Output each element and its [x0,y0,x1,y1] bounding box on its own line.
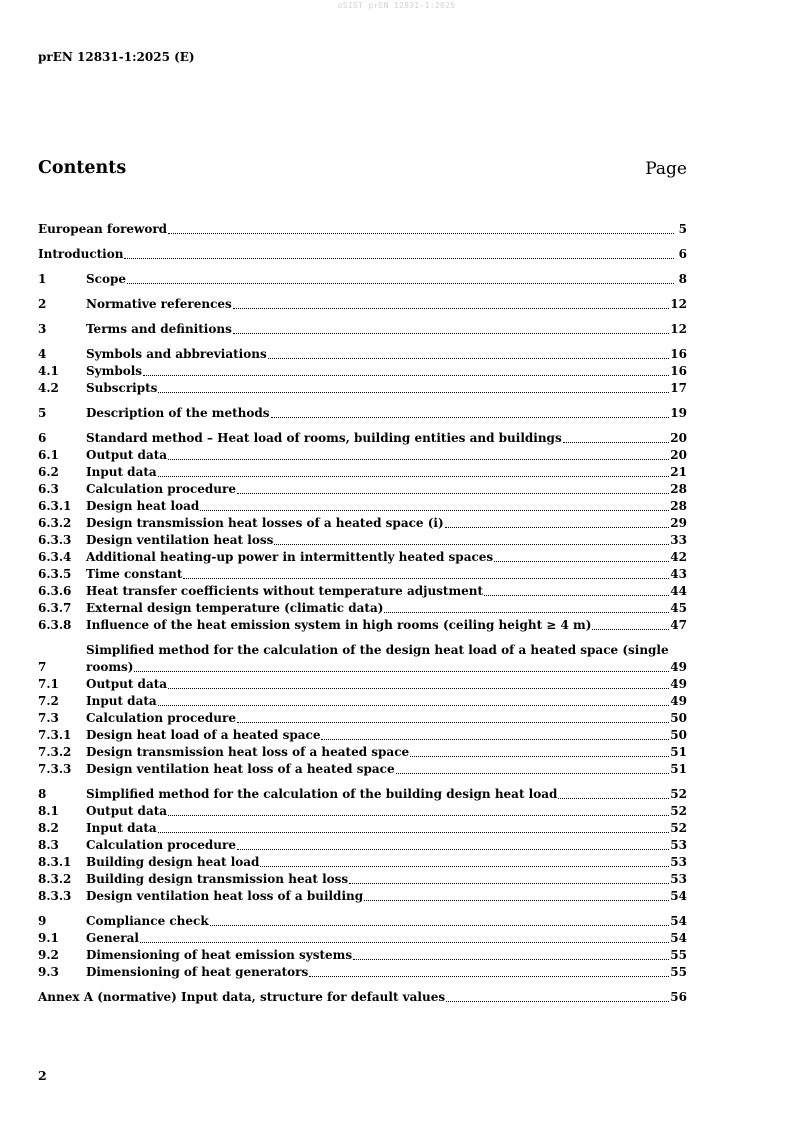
toc-entry-number: 6.3.5 [38,567,72,581]
toc-entry[interactable] [38,837,687,854]
toc-entry[interactable] [38,642,687,676]
toc-leader-dots [168,815,669,816]
toc-leader-dots [558,798,669,799]
toc-entry-number: 8.2 [38,821,59,835]
toc-leader-dots [127,283,674,284]
toc-entry-number: 9.2 [38,948,59,962]
toc-entry[interactable] [38,989,687,1006]
page-column-heading: Page [645,159,687,179]
toc-entry-number: 7.3 [38,711,59,725]
watermark: oSIST prEN 12831-1:2025 [337,1,456,10]
toc-entry[interactable] [38,321,687,338]
toc-leader-dots [168,688,669,689]
toc-entry-page: 43 [670,567,687,581]
toc-entry-title: Design heat load of a heated space [86,728,321,742]
toc-leader-dots [233,308,670,309]
toc-entry-number: 8 [38,787,47,801]
toc-leader-dots [237,849,669,850]
toc-entry-title-continued: rooms) [86,660,134,674]
toc-entry-page: 49 [670,677,687,691]
toc-leader-dots [183,578,669,579]
toc-leader-dots [143,375,669,376]
toc-entry-number: 8.3.2 [38,872,72,886]
toc-entry-number: 5 [38,406,47,420]
toc-entry-title: Design transmission heat loss of a heated space [86,745,410,759]
toc-entry-page: 33 [670,533,687,547]
toc-entry[interactable] [38,761,687,778]
toc-leader-dots [484,595,669,596]
toc-leader-dots [134,671,669,672]
toc-entry-page: 45 [670,601,687,615]
toc-entry[interactable] [38,854,687,871]
toc-entry-number: 7.3.3 [38,762,72,776]
toc-entry-title: Simplified method for the calculation of the design heat load of a heated space (single [86,643,669,657]
toc-leader-dots [237,493,669,494]
toc-entry-page: 44 [670,584,687,598]
table-of-contents [38,221,687,1006]
toc-entry-page: 50 [670,711,687,725]
toc-entry-page: 28 [670,482,687,496]
toc-entry[interactable] [38,600,687,617]
toc-entry-title: Design heat load [86,499,200,513]
toc-entry-page: 52 [670,804,687,818]
toc-entry-page: 47 [670,618,687,632]
toc-entry-title: Input data [86,821,157,835]
toc-leader-dots [237,722,669,723]
toc-leader-dots [446,1001,669,1002]
toc-leader-dots [563,442,670,443]
toc-entry[interactable] [38,566,687,583]
toc-entry[interactable] [38,930,687,947]
toc-leader-dots [349,883,669,884]
toc-entry-title: Output data [86,448,168,462]
toc-entry-page: 20 [670,431,687,445]
toc-entry-number: 6.3 [38,482,59,496]
toc-leader-dots [353,959,669,960]
toc-entry-number: 7 [38,660,47,674]
toc-entry-title: Design ventilation heat loss of a heated space [86,762,395,776]
toc-entry-number: 6.3.6 [38,584,72,598]
toc-entry-number: 8.1 [38,804,59,818]
toc-entry-page: 20 [670,448,687,462]
toc-entry-title: Normative references [86,297,232,311]
toc-entry[interactable] [38,532,687,549]
toc-entry-title: Input data [86,694,157,708]
toc-entry-title: Terms and definitions [86,322,232,336]
toc-leader-dots [364,900,669,901]
toc-leader-dots [200,510,669,511]
toc-entry-number: 9.3 [38,965,59,979]
toc-entry-page: 49 [670,660,687,674]
toc-leader-dots [592,629,669,630]
toc-entry-title: Scope [86,272,127,286]
toc-entry-page: 16 [670,347,687,361]
toc-entry-page: 12 [670,297,687,311]
toc-entry[interactable] [38,271,687,288]
toc-leader-dots [396,773,670,774]
toc-leader-dots [268,358,670,359]
toc-entry-page: 56 [670,990,687,1004]
toc-leader-dots [494,561,669,562]
toc-entry[interactable] [38,363,687,380]
toc-entry-number: 8.3 [38,838,59,852]
toc-entry-page: 49 [670,694,687,708]
toc-entry-page: 21 [670,465,687,479]
toc-entry-page: 42 [670,550,687,564]
toc-entry-number: 6.2 [38,465,59,479]
toc-entry-number: 6.3.2 [38,516,72,530]
toc-entry-number: 7.3.1 [38,728,72,742]
toc-entry-number: 6 [38,431,47,445]
toc-entry[interactable] [38,380,687,397]
toc-entry-page: 28 [670,499,687,513]
toc-entry-number: 1 [38,272,47,286]
toc-entry-title: Time constant [86,567,183,581]
toc-entry-number: 8.3.3 [38,889,72,903]
toc-entry-page: 6 [678,247,687,261]
toc-entry-title: Building design transmission heat loss [86,872,349,886]
toc-entry[interactable] [38,820,687,837]
contents-heading: Contents [38,158,127,178]
toc-entry[interactable] [38,693,687,710]
toc-entry-title: Introduction [38,247,124,261]
toc-entry-title: External design temperature (climatic data) [86,601,384,615]
toc-entry[interactable] [38,447,687,464]
toc-entry-title: General [86,931,139,945]
toc-entry-number: 4 [38,347,47,361]
toc-entry[interactable] [38,744,687,761]
toc-entry-page: 17 [670,381,687,395]
toc-entry[interactable] [38,498,687,515]
toc-entry[interactable] [38,727,687,744]
toc-entry[interactable] [38,296,687,313]
toc-leader-dots [274,544,669,545]
toc-entry-page: 12 [670,322,687,336]
toc-entry-title: Design transmission heat losses of a heated space (i) [86,516,444,530]
toc-entry-title: Subscripts [86,381,158,395]
toc-entry[interactable] [38,871,687,888]
toc-entry-number: 6.3.3 [38,533,72,547]
toc-entry[interactable] [38,947,687,964]
toc-leader-dots [168,459,669,460]
toc-entry[interactable] [38,913,687,930]
toc-entry-title: Output data [86,804,168,818]
toc-entry-page: 54 [670,931,687,945]
toc-entry-title: Annex A (normative) Input data, structure for default values [38,990,446,1004]
toc-entry-title: Compliance check [86,914,209,928]
toc-entry-page: 54 [670,889,687,903]
page-number: 2 [38,1068,47,1083]
toc-leader-dots [271,417,670,418]
toc-entry-number: 6.3.7 [38,601,72,615]
toc-entry-title: Calculation procedure [86,838,236,852]
toc-entry-title: Dimensioning of heat emission systems [86,948,353,962]
toc-entry-title: Symbols [86,364,143,378]
toc-entry[interactable] [38,786,687,803]
toc-entry[interactable] [38,549,687,566]
toc-entry[interactable] [38,464,687,481]
toc-entry-page: 53 [670,855,687,869]
toc-entry-page: 55 [670,948,687,962]
toc-leader-dots [260,866,669,867]
toc-entry-number: 7.2 [38,694,59,708]
toc-entry[interactable] [38,346,687,363]
toc-entry-number: 6.3.1 [38,499,72,513]
toc-leader-dots [140,942,669,943]
toc-entry-page: 29 [670,516,687,530]
toc-entry[interactable] [38,617,687,634]
toc-leader-dots [309,976,669,977]
toc-leader-dots [321,739,669,740]
toc-entry-page: 19 [670,406,687,420]
document-id: prEN 12831-1:2025 (E) [38,50,195,64]
toc-entry-page: 51 [670,745,687,759]
toc-entry-title: Additional heating-up power in intermittently heated spaces [86,550,494,564]
toc-leader-dots [158,832,670,833]
toc-entry-title: Design ventilation heat loss [86,533,274,547]
toc-entry[interactable] [38,481,687,498]
toc-leader-dots [384,612,669,613]
toc-entry-title: Description of the methods [86,406,270,420]
toc-entry-number: 9.1 [38,931,59,945]
toc-entry[interactable] [38,710,687,727]
toc-leader-dots [410,756,669,757]
toc-entry-page: 52 [670,787,687,801]
toc-entry-number: 8.3.1 [38,855,72,869]
toc-entry-title: Design ventilation heat loss of a building [86,889,364,903]
toc-entry[interactable] [38,246,687,263]
toc-entry-number: 6.3.4 [38,550,72,564]
toc-entry-title: Output data [86,677,168,691]
toc-entry-page: 54 [670,914,687,928]
toc-entry[interactable] [38,676,687,693]
toc-entry-page: 53 [670,838,687,852]
toc-entry-number: 9 [38,914,47,928]
toc-entry-page: 50 [670,728,687,742]
toc-entry-title: Input data [86,465,157,479]
toc-entry-title: Calculation procedure [86,482,236,496]
toc-entry[interactable] [38,430,687,447]
toc-entry-page: 55 [670,965,687,979]
toc-entry-number: 7.1 [38,677,59,691]
toc-entry-page: 5 [678,222,687,236]
toc-entry-title: Calculation procedure [86,711,236,725]
toc-entry-page: 52 [670,821,687,835]
toc-entry-number: 6.1 [38,448,59,462]
toc-entry[interactable] [38,964,687,981]
toc-entry-title: Standard method – Heat load of rooms, building entities and buildings [86,431,562,445]
toc-leader-dots [233,333,669,334]
toc-entry-page: 8 [678,272,687,286]
toc-entry-title: Influence of the heat emission system in high rooms (ceiling height ≥ 4 m) [86,618,592,632]
toc-entry-title: Symbols and abbreviations [86,347,267,361]
toc-entry-title: Building design heat load [86,855,260,869]
toc-leader-dots [210,925,670,926]
toc-entry-page: 51 [670,762,687,776]
toc-entry[interactable] [38,583,687,600]
toc-entry-page: 16 [670,364,687,378]
toc-leader-dots [124,258,674,259]
toc-entry[interactable] [38,405,687,422]
toc-leader-dots [158,476,670,477]
toc-entry-title: Heat transfer coefficients without temperature adjustment [86,584,484,598]
toc-leader-dots [158,705,670,706]
toc-entry-page: 53 [670,872,687,886]
toc-entry-title: Dimensioning of heat generators [86,965,309,979]
toc-entry-title: European foreword [38,222,168,236]
toc-entry-number: 7.3.2 [38,745,72,759]
toc-entry-number: 6.3.8 [38,618,72,632]
toc-entry[interactable] [38,888,687,905]
toc-entry[interactable] [38,515,687,532]
toc-entry[interactable] [38,221,687,238]
toc-leader-dots [445,527,670,528]
toc-entry-title: Simplified method for the calculation of the building design heat load [86,787,558,801]
toc-entry-number: 4.1 [38,364,59,378]
toc-leader-dots [168,233,674,234]
toc-entry-number: 2 [38,297,47,311]
toc-entry-number: 3 [38,322,47,336]
toc-entry[interactable] [38,803,687,820]
toc-leader-dots [158,392,669,393]
toc-entry-number: 4.2 [38,381,59,395]
